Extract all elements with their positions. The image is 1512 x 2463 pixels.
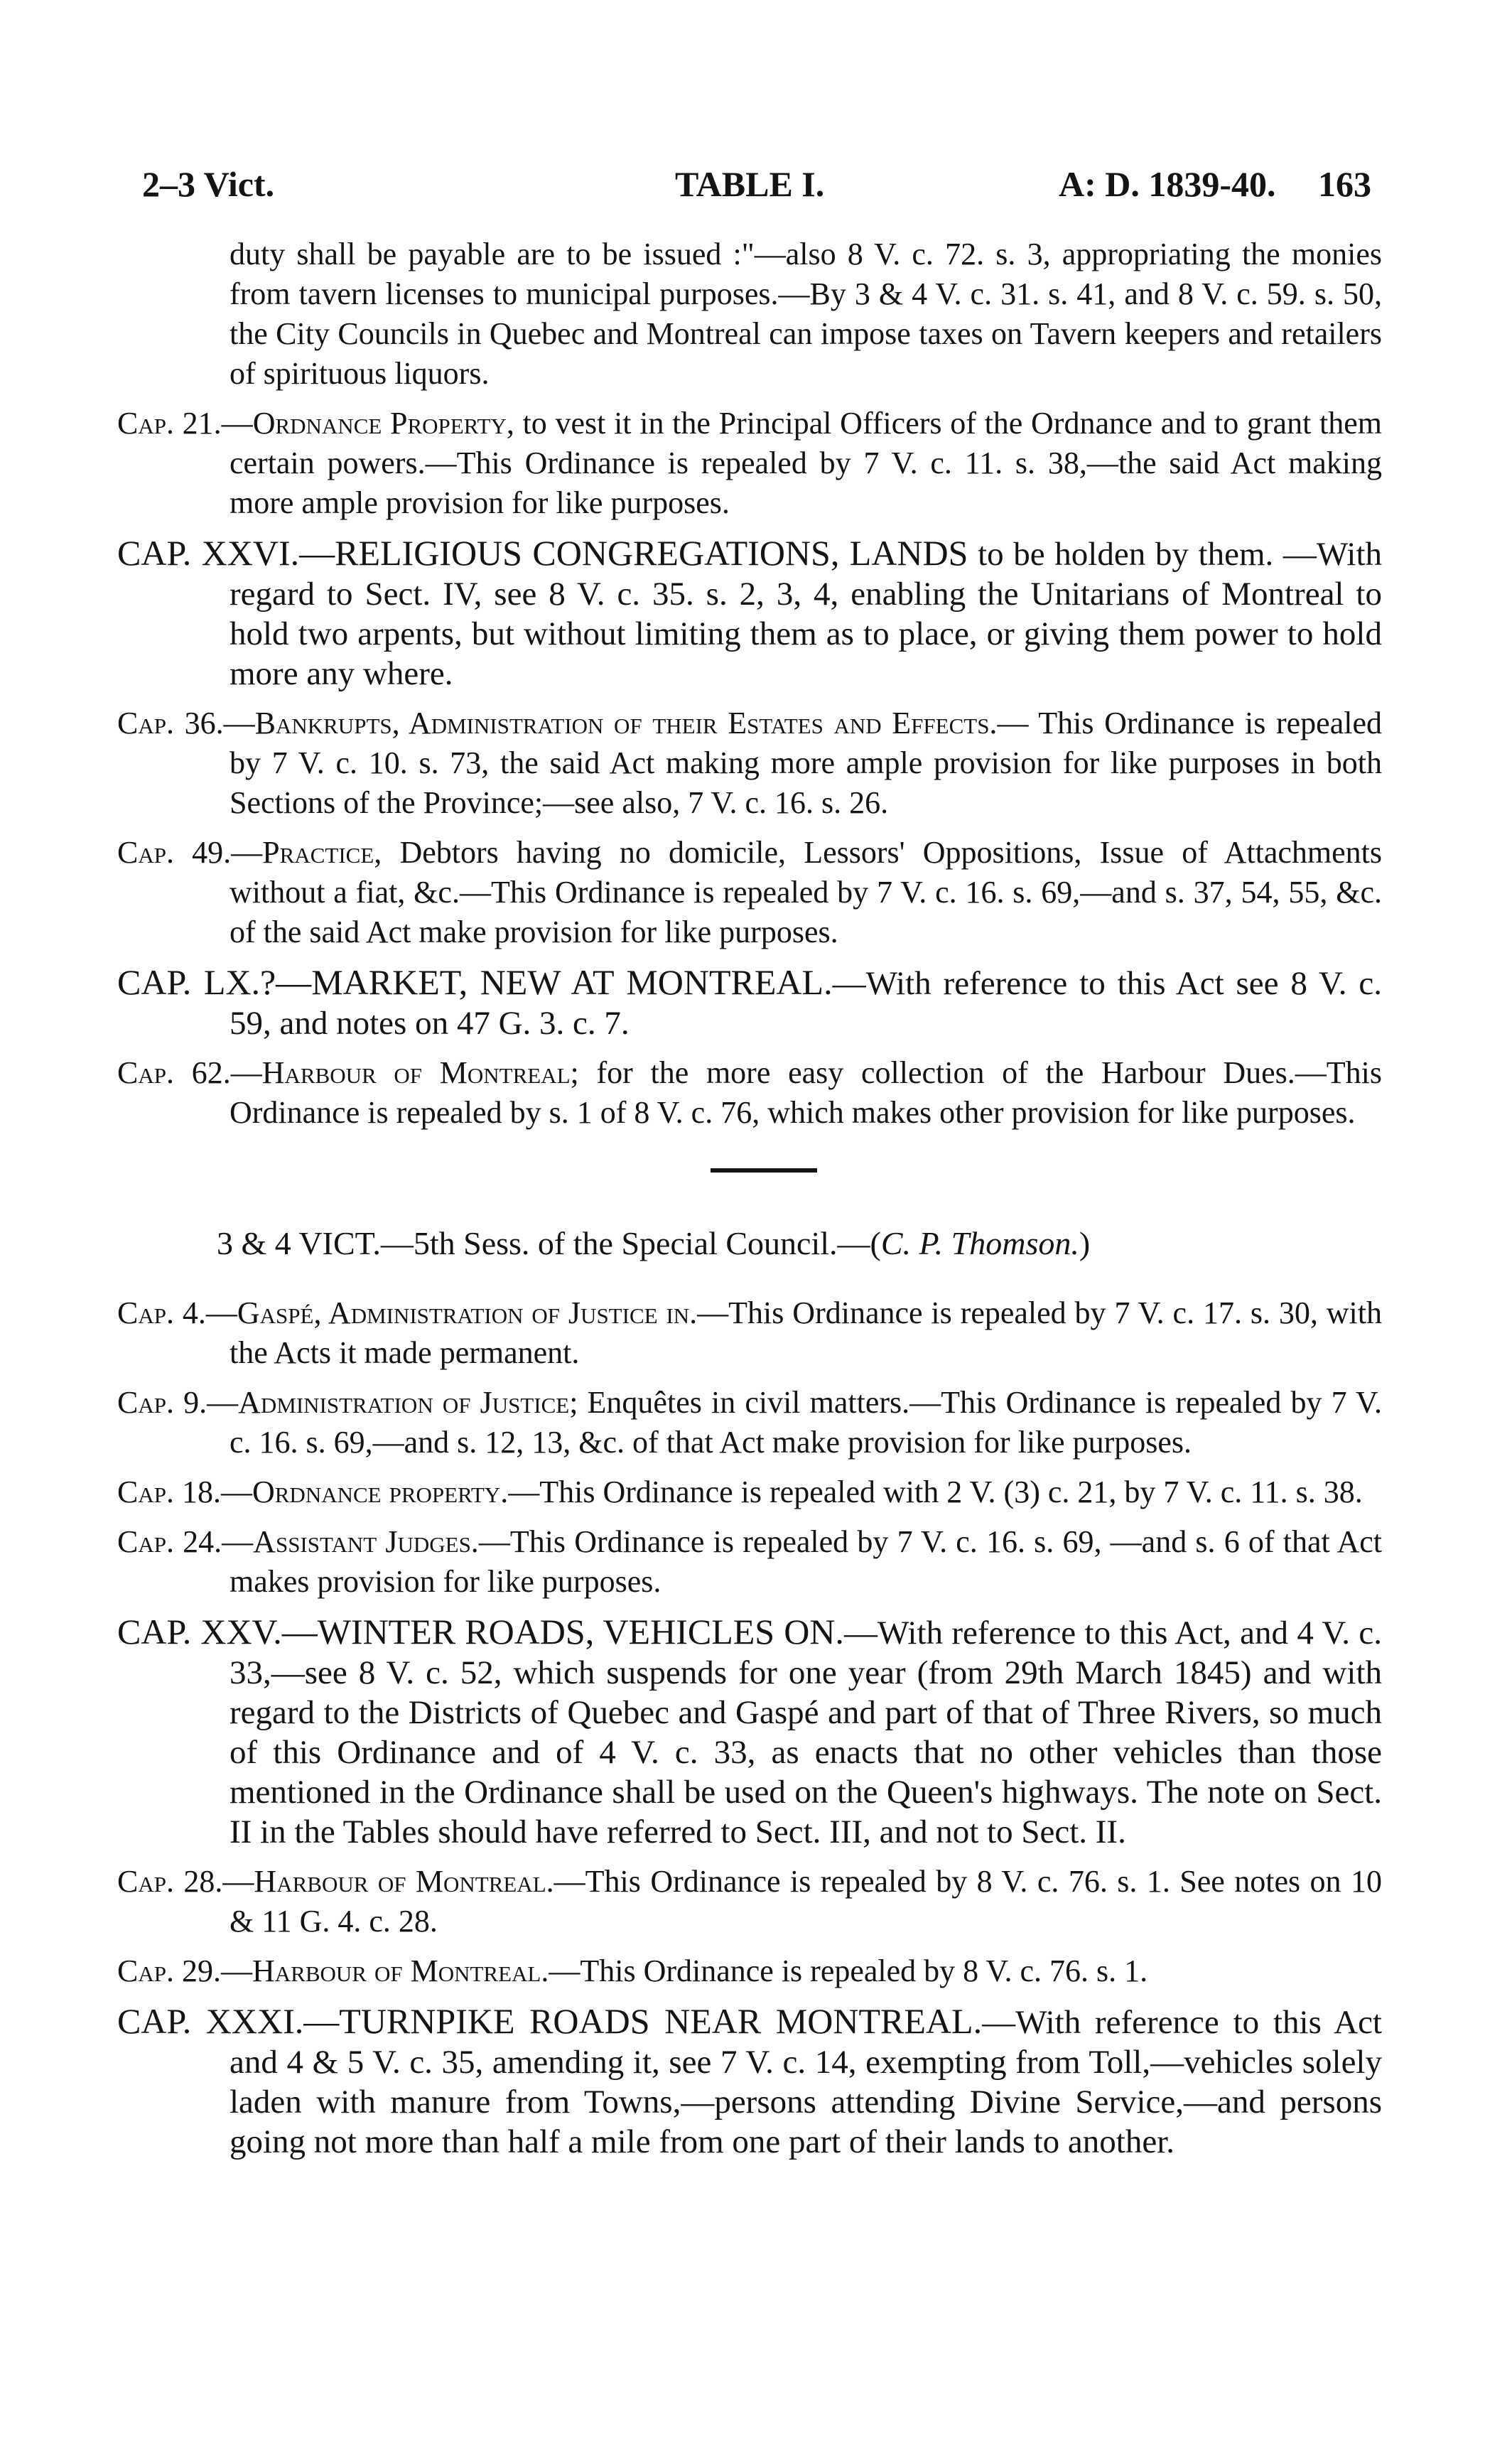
chapter-entry xyxy=(117,1053,1382,1133)
session-governor: C. P. Thomson. xyxy=(880,1225,1079,1261)
chapter-number: Cap. 36.— xyxy=(117,706,255,740)
chapter-title: Administration of Justice; xyxy=(238,1385,578,1420)
chapter-number: Cap. 4.— xyxy=(117,1295,237,1330)
chapter-note: —With reference to this Act and 4 & 5 V. c. 35, amending it, see 7 V. c. 14, exempting from Toll,—vehicles solely laden with manure from Towns,—persons attending Divine Service,—and persons going not more than half a mile from one part of their lands to another. xyxy=(230,2004,1382,2160)
chapter-number: CAP. XXVI.— xyxy=(117,533,335,573)
chapter-note: Enquêtes in civil matters.—This Ordinance is repealed by 7 V. c. 16. s. 69,—and s. 12, 13, &c. of that Act make provision for like purposes. xyxy=(230,1385,1382,1460)
chapter-entry xyxy=(117,2001,1382,2162)
chapter-note: to be holden by them. —With regard to Sect. IV, see 8 V. c. 35. s. 2, 3, 4, enabling the Unitarians of Montreal to hold two arpents, but without limiting them as to place, or giving them power to hold more any where. xyxy=(230,536,1382,692)
chapter-note: —This Ordinance is repealed by 7 V. c. 17. s. 30, with the Acts it made permanent. xyxy=(230,1295,1382,1370)
chapter-number: Cap. 62.— xyxy=(117,1055,262,1090)
chapter-number: CAP. LX.?— xyxy=(117,962,312,1002)
chapter-note: duty shall be payable are to be issued :"—also 8 V. c. 72. s. 3, appropriating the monies from tavern licenses to municipal purposes.—By 3 & 4 V. c. 31. s. 41, and 8 V. c. 59. s. 50, the City Councils in Quebec and Montreal can impose taxes on Tavern keepers and retailers of spirituous liquors. xyxy=(230,237,1382,391)
chapter-entry xyxy=(117,1383,1382,1462)
chapter-entry xyxy=(117,704,1382,823)
session-heading xyxy=(217,1222,1382,1265)
chapter-number: CAP. XXV.— xyxy=(117,1612,318,1651)
chapter-title: Bankrupts, Administration of their Estates and Effects. xyxy=(254,706,998,740)
chapter-title: Harbour of Montreal. xyxy=(252,1953,549,1988)
chapter-title: RELIGIOUS CONGREGATIONS, LANDS xyxy=(335,533,968,573)
chapter-title: Ordnance Property, xyxy=(252,406,514,441)
chapter-note: —With reference to this Act, and 4 V. c. 33,—see 8 V. c. 52, which suspends for one year (from 29th March 1845) and with regard to the Districts of Quebec and Gaspé and part of that of Three Rivers, so much of this Ordinance and of 4 V. c. 33, as enacts that no other vehicles than those mentioned in the Ordinance shall be used on the Queen's highways. The note on Sect. II in the Tables should have referred to Sect. III, and not to Sect. II. xyxy=(230,1615,1382,1850)
chapter-note: for the more easy collection of the Harbour Dues.—This Ordinance is repealed by s. 1 of 8 V. c. 76, which makes other provision for like purposes. xyxy=(230,1055,1382,1130)
chapter-entry xyxy=(117,1951,1382,1991)
chapter-title: TURNPIKE ROADS NEAR MONTREAL. xyxy=(339,2001,983,2041)
chapter-title: WINTER ROADS, VEHICLES ON. xyxy=(317,1612,844,1651)
chapter-entry xyxy=(117,833,1382,952)
chapter-title: Assistant Judges. xyxy=(253,1524,479,1559)
chapter-number: Cap. 29.— xyxy=(117,1953,252,1988)
chapter-note: —This Ordinance is repealed by 8 V. c. 76. s. 1. xyxy=(549,1953,1148,1988)
chapter-number: Cap. 28.— xyxy=(117,1864,254,1899)
chapter-title: Ordnance property. xyxy=(252,1475,509,1509)
entries-group-bottom xyxy=(117,1293,1382,2162)
chapter-number: Cap. 21.— xyxy=(117,406,253,441)
chapter-number: Cap. 49.— xyxy=(117,835,263,870)
session-heading-text: 3 & 4 VICT.—5th Sess. of the Special Council.—( xyxy=(217,1225,881,1261)
chapter-note: Debtors having no domicile, Lessors' Oppositions, Issue of Attachments without a fiat, &c.—This Ordinance is repealed by 7 V. c. 16. s. 69,—and s. 37, 54, 55, &c. of the said Act make provision for like purposes. xyxy=(230,835,1383,949)
entries-group-top xyxy=(117,235,1382,1133)
header-regnal-years: 2–3 Vict. xyxy=(142,164,275,204)
chapter-note: —This Ordinance is repealed with 2 V. (3) c. 21, by 7 V. c. 11. s. 38. xyxy=(508,1475,1363,1509)
page-body xyxy=(117,235,1382,2172)
chapter-note: to vest it in the Principal Officers of the Ordnance and to grant them certain powers.—This Ordinance is repealed by 7 V. c. 11. s. 38,—the said Act making more ample provision for like purposes. xyxy=(230,406,1382,520)
chapter-number: CAP. XXXI.— xyxy=(117,2001,340,2041)
chapter-entry xyxy=(117,1862,1382,1941)
chapter-title: Harbour of Montreal; xyxy=(261,1055,579,1090)
chapter-entry xyxy=(117,533,1382,694)
page-number: 163 xyxy=(1318,164,1371,204)
chapter-entry xyxy=(117,1612,1382,1852)
chapter-number: Cap. 18.— xyxy=(117,1475,252,1509)
chapter-entry xyxy=(117,1293,1382,1373)
chapter-title: Gaspé, Administration of Justice in. xyxy=(237,1295,698,1330)
chapter-note: —This Ordinance is repealed by 7 V. c. 16. s. 69, —and s. 6 of that Act makes provision for like purposes. xyxy=(230,1524,1382,1599)
chapter-title: Harbour of Montreal. xyxy=(254,1864,554,1899)
chapter-entry xyxy=(117,1522,1382,1602)
chapter-number: Cap. 24.— xyxy=(117,1524,254,1559)
chapter-number: Cap. 9.— xyxy=(117,1385,239,1420)
chapter-title: Practice, xyxy=(262,835,382,870)
chapter-title: MARKET, NEW AT MONTREAL. xyxy=(311,962,833,1002)
chapter-entry xyxy=(117,1472,1382,1512)
section-divider xyxy=(711,1168,817,1173)
session-heading-close: ) xyxy=(1079,1225,1091,1261)
header-date: A: D. 1839-40. xyxy=(1059,164,1276,204)
chapter-entry xyxy=(117,235,1382,394)
chapter-entry xyxy=(117,962,1382,1043)
chapter-entry xyxy=(117,404,1382,523)
chapter-note: —With reference to this Act see 8 V. c. 59, and notes on 47 G. 3. c. 7. xyxy=(230,965,1382,1042)
running-header xyxy=(142,163,1371,213)
chapter-note: — This Ordinance is repealed by 7 V. c. 10. s. 73, the said Act making more ample provision for like purposes in both Sections of the Province;—see also, 7 V. c. 16. s. 26. xyxy=(230,706,1382,820)
chapter-note: —This Ordinance is repealed by 8 V. c. 76. s. 1. See notes on 10 & 11 G. 4. c. 28. xyxy=(230,1864,1382,1939)
header-table-title: TABLE I. xyxy=(675,164,825,204)
